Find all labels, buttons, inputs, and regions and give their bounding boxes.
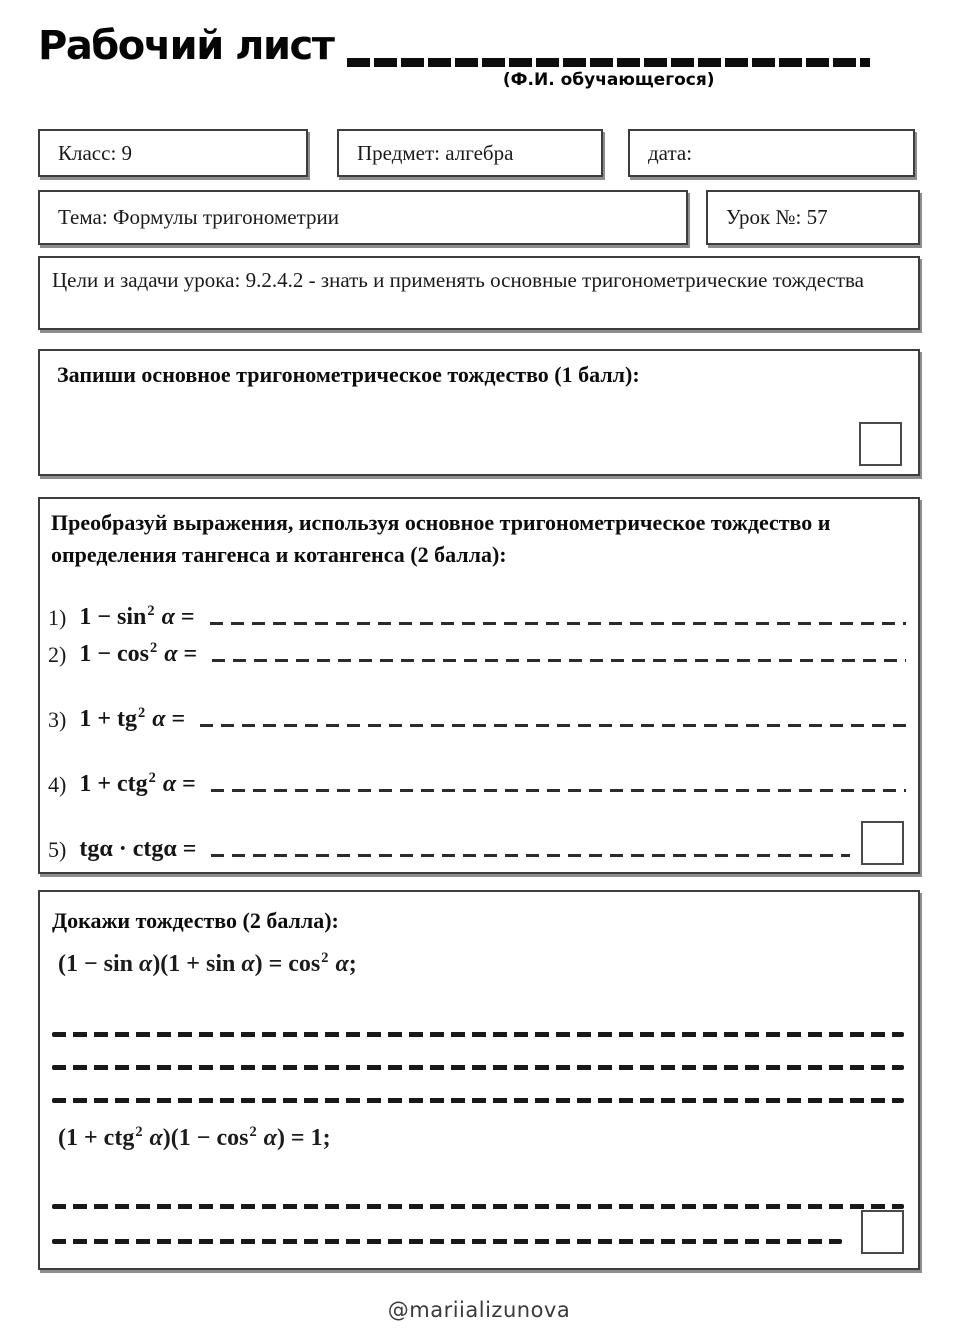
answer-blank[interactable] <box>200 724 906 727</box>
item-number: 2) <box>48 642 67 668</box>
lesson-number-box <box>706 190 920 245</box>
page-title: Рабочий лист <box>38 23 334 69</box>
task2-heading: Преобразуй выражения, используя основное тригонометрическое тождество и определения тангенса и котангенса (2 балла): <box>51 510 831 567</box>
goals-text: Цели и задачи урока: 9.2.4.2 - знать и применять основные тригонометрические тождества <box>52 268 865 292</box>
subject-label: Предмет: алгебра <box>357 140 514 165</box>
class-label: Класс: 9 <box>58 140 133 165</box>
answer-blank[interactable] <box>211 789 906 792</box>
task3-heading: Докажи тождество (2 балла): <box>52 908 339 933</box>
goals-box <box>38 256 920 330</box>
date-box[interactable] <box>628 129 915 177</box>
answer-line[interactable] <box>52 1065 904 1070</box>
answer-line[interactable] <box>52 1239 842 1244</box>
item-number: 1) <box>48 605 67 631</box>
topic-label: Тема: Формулы тригонометрии <box>58 205 339 229</box>
task3-answer-lines-2 <box>52 1204 904 1244</box>
info-row-2 <box>38 190 920 245</box>
task2-items <box>46 598 906 864</box>
task1-answer-area[interactable] <box>52 397 838 466</box>
item-formula: $1 - \cos^2 \alpha$ = <box>79 640 198 668</box>
proof-formula-1: $(1 - \sin \alpha)(1 + \sin \alpha) = \cos^2 \alpha$; <box>58 949 357 977</box>
task2-item-3 <box>46 700 906 734</box>
date-label: дата: <box>648 140 693 165</box>
task2-item-1 <box>46 598 906 632</box>
answer-line[interactable] <box>52 1204 904 1209</box>
task3-answer-lines-1 <box>52 1032 904 1103</box>
proof-formula-2: (1 + ctg$^2$ $\alpha)(1 - \cos^2 \alpha) = 1$; <box>58 1124 331 1152</box>
task1-score-box[interactable] <box>859 422 902 466</box>
item-number: 4) <box>48 772 67 798</box>
answer-blank[interactable] <box>211 854 850 857</box>
answer-line[interactable] <box>52 1032 904 1037</box>
topic-box <box>38 190 688 245</box>
info-row-1 <box>38 129 920 177</box>
subject-box <box>337 129 603 177</box>
lesson-number-label: Урок №: 57 <box>726 205 828 229</box>
task1-heading: Запиши основное тригонометрическое тождество (1 балл): <box>57 362 640 387</box>
student-name-area <box>347 24 870 90</box>
task2-item-4 <box>46 765 906 799</box>
answer-blank[interactable] <box>212 659 906 662</box>
task2-score-box[interactable] <box>861 821 904 865</box>
task2-box <box>38 497 920 874</box>
task3-box <box>38 890 920 1270</box>
item-formula: $1 + tg^2$ α = <box>79 705 186 733</box>
task2-item-2 <box>46 635 906 669</box>
task3-score-box[interactable] <box>861 1210 904 1254</box>
item-formula: tgα · ctgα = <box>79 836 197 863</box>
answer-blank[interactable] <box>210 622 906 625</box>
task2-item-5 <box>46 830 906 864</box>
class-box <box>38 129 308 177</box>
worksheet-header <box>38 24 920 118</box>
item-formula: $1 - \sin^2 \alpha$ = <box>79 603 195 631</box>
task1-box <box>38 349 920 476</box>
item-number: 5) <box>48 837 67 863</box>
student-name-blank[interactable] <box>347 58 870 67</box>
student-name-caption: (Ф.И. обучающегося) <box>502 70 715 90</box>
answer-line[interactable] <box>52 1098 904 1103</box>
item-formula: 1 + ctg$^2$ α = <box>79 770 196 798</box>
item-number: 3) <box>48 707 67 733</box>
author-credit: @mariializunova <box>387 1298 571 1322</box>
